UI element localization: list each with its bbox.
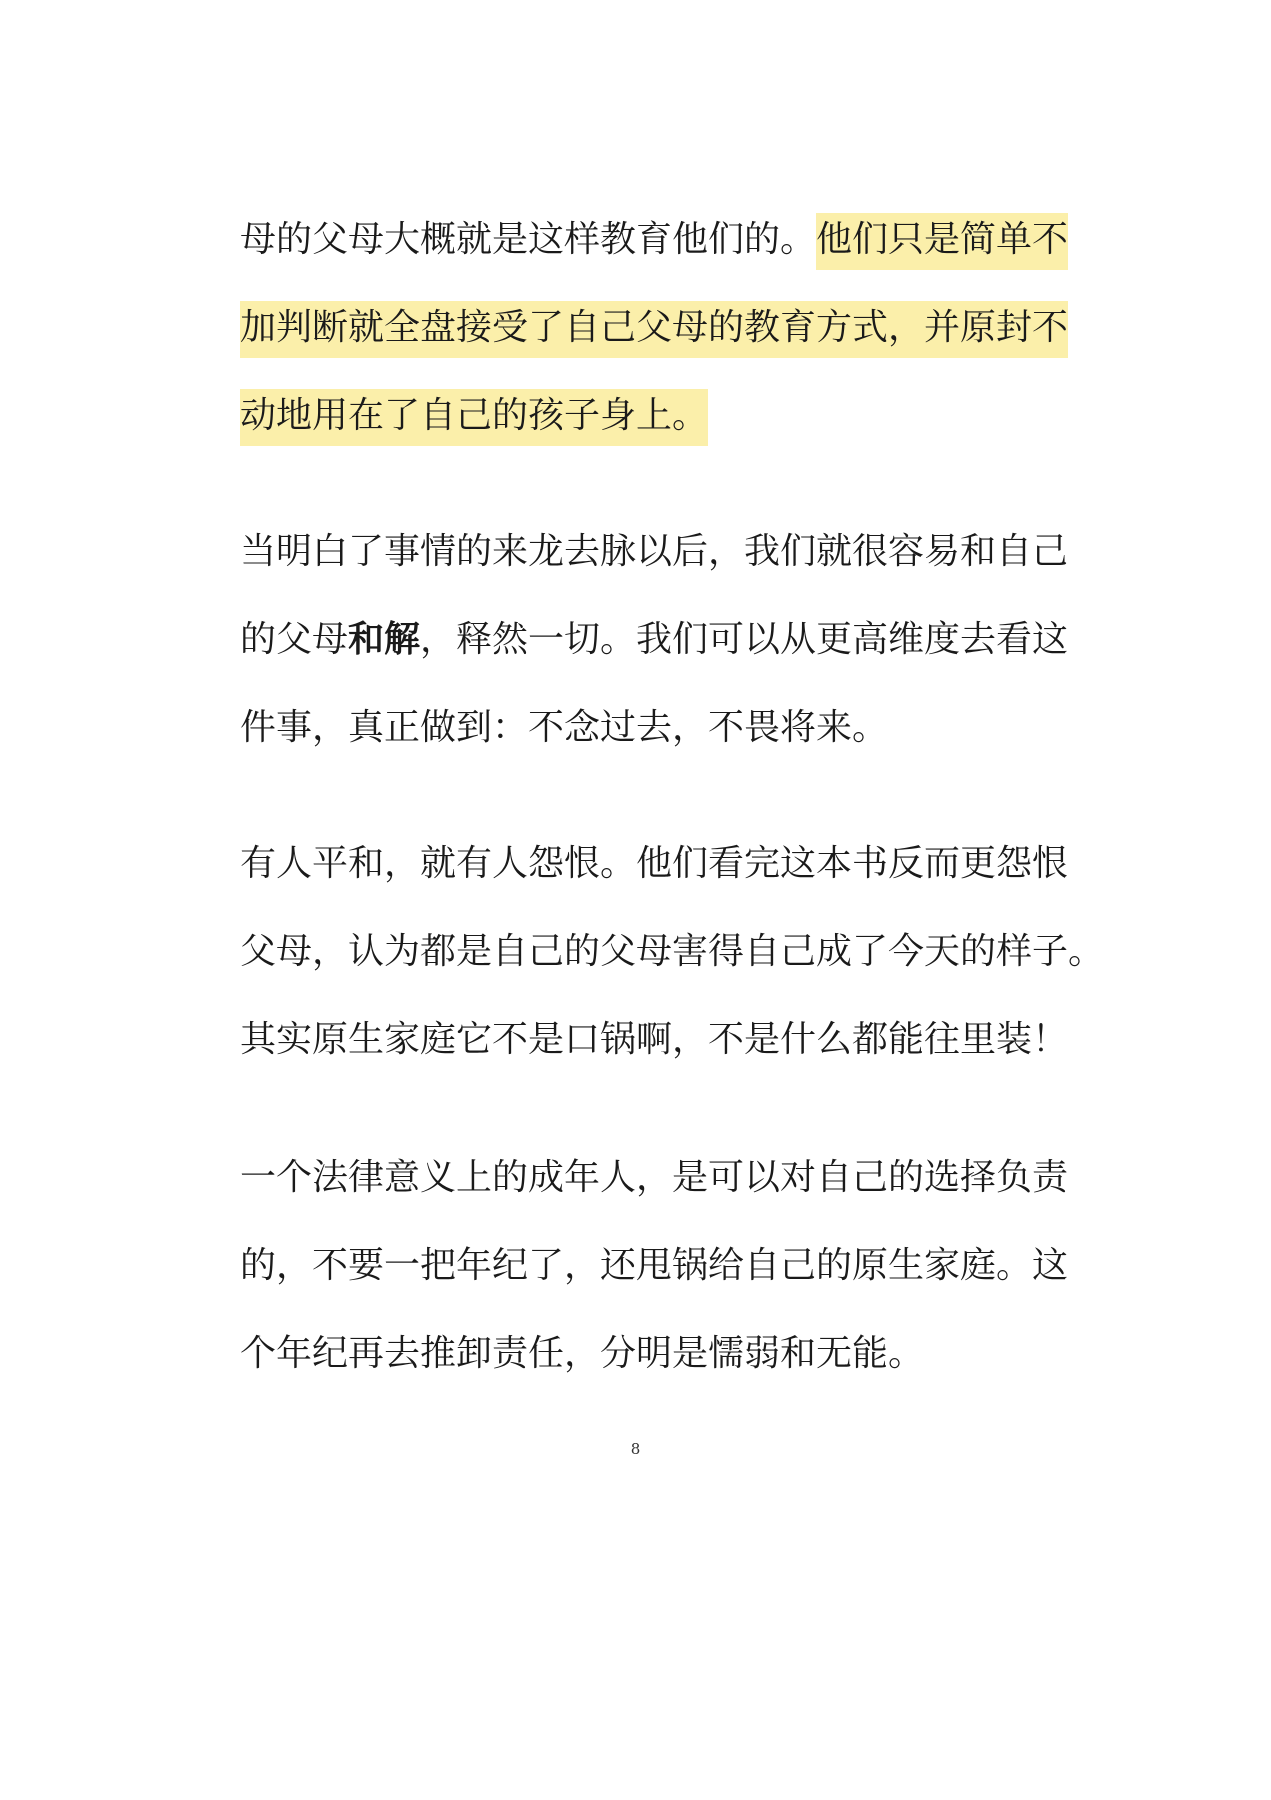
text-segment: 个年纪再去推卸责任，分明是懦弱和无能。 (240, 1333, 925, 1374)
text-line (240, 996, 1069, 1084)
text-line (240, 1222, 1069, 1310)
text-line (240, 1134, 1069, 1222)
text-line (240, 508, 1069, 596)
text-segment: 一个法律意义上的成年人，是可以对自己的选择负责 (240, 1157, 1069, 1198)
text-line (240, 684, 1040, 772)
page-number: 8 (630, 1440, 641, 1458)
highlighted-text: 他们只是简单不 (816, 213, 1068, 270)
text-segment: 其实原生家庭它不是口锅啊，不是什么都能往里装！ (240, 1019, 1069, 1060)
paragraph-3 (240, 820, 1105, 1084)
bold-text: 和解 (348, 619, 421, 660)
paragraph-2 (240, 508, 1069, 772)
highlighted-text: 加判断就全盘接受了自己父母的教育方式，并原封不 (240, 301, 1068, 358)
text-line (240, 372, 1040, 460)
text-segment: 的父母 (240, 619, 349, 660)
text-line (240, 284, 1069, 372)
paragraph-4 (240, 1134, 1069, 1398)
highlighted-text: 动地用在了自己的孩子身上。 (240, 389, 708, 446)
text-line (240, 596, 1069, 684)
paragraph-1 (240, 196, 1069, 460)
text-segment: 母的父母大概就是这样教育他们的。 (240, 219, 817, 260)
text-line (240, 1310, 1040, 1398)
text-segment: 的，不要一把年纪了，还甩锅给自己的原生家庭。这 (240, 1245, 1069, 1286)
text-segment: 当明白了事情的来龙去脉以后，我们就很容易和自己 (240, 531, 1069, 572)
text-segment: 有人平和，就有人怨恨。他们看完这本书反而更怨恨 (240, 843, 1069, 884)
text-line (240, 908, 1105, 996)
text-line (240, 820, 1069, 908)
text-segment: 件事，真正做到：不念过去，不畏将来。 (240, 707, 889, 748)
text-segment: 父母，认为都是自己的父母害得自己成了今天的样子。 (240, 931, 1105, 972)
text-segment: ，释然一切。我们可以从更高维度去看这 (420, 619, 1069, 660)
text-line (240, 196, 1069, 284)
